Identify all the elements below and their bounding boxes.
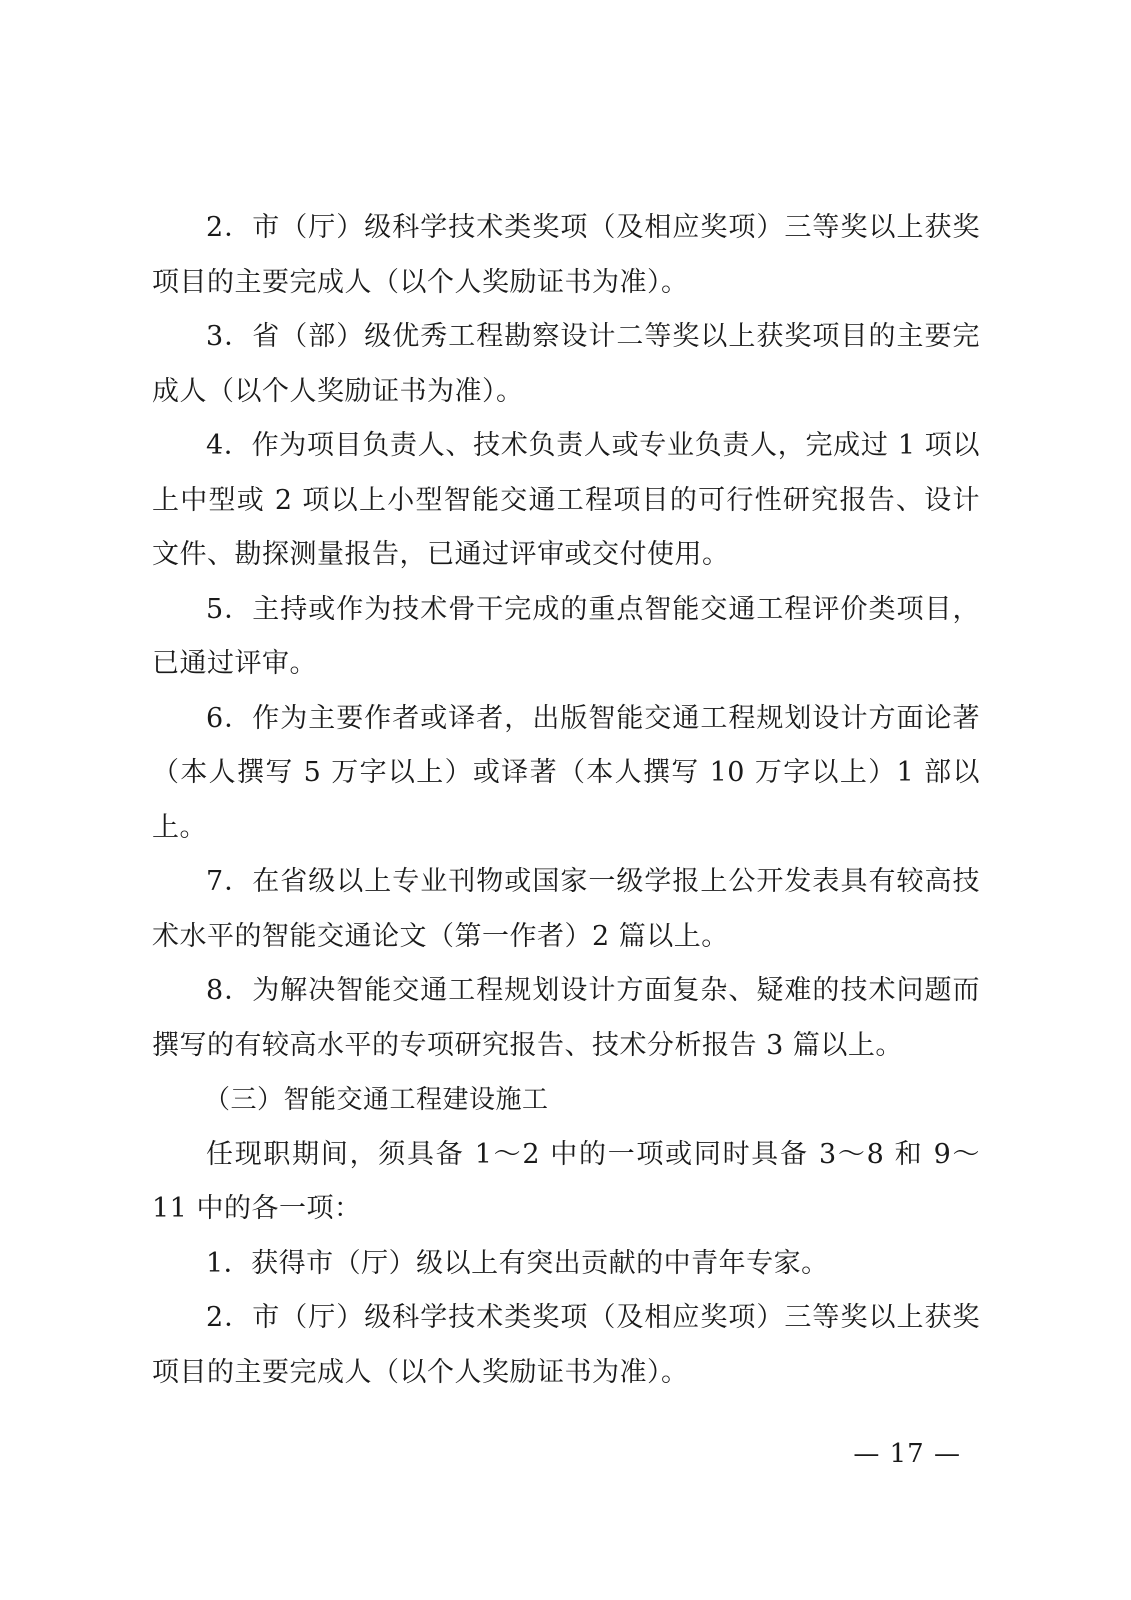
paragraph-item-7: 7．在省级以上专业刊物或国家一级学报上公开发表具有较高技术水平的智能交通论文（第一作者）2 篇以上。 (152, 866, 980, 952)
paragraph-item-4: 4．作为项目负责人、技术负责人或专业负责人，完成过 1 项以上中型或 2 项以上小型智能交通工程项目的可行性研究报告、设计文件、勘探测量报告，已通过评审或交付使用。 (152, 430, 980, 570)
page-number: — 17 — (853, 1439, 961, 1469)
section-intro: 任现职期间，须具备 1～2 中的一项或同时具备 3～8 和 9～11 中的各一项： (152, 1138, 980, 1224)
section-heading: （三）智能交通工程建设施工 (204, 1085, 549, 1115)
paragraph-item-5: 5．主持或作为技术骨干完成的重点智能交通工程评价类项目，已通过评审。 (152, 593, 980, 679)
paragraph-item-6: 6．作为主要作者或译者，出版智能交通工程规划设计方面论著（本人撰写 5 万字以上）或译著（本人撰写 10 万字以上）1 部以上。 (152, 702, 980, 843)
section-item-1: 1．获得市（厅）级以上有突出贡献的中青年专家。 (206, 1247, 829, 1279)
section-item-2: 2．市（厅）级科学技术类奖项（及相应奖项）三等奖以上获奖项目的主要完成人（以个人奖励证书为准）。 (152, 1302, 980, 1388)
paragraph-item-8: 8．为解决智能交通工程规划设计方面复杂、疑难的技术问题而撰写的有较高水平的专项研究报告、技术分析报告 3 篇以上。 (152, 975, 980, 1061)
document-body (152, 201, 980, 1400)
paragraph-item-3: 3．省（部）级优秀工程勘察设计二等奖以上获奖项目的主要完成人（以个人奖励证书为准）。 (152, 321, 980, 407)
paragraph-item-2: 2．市（厅）级科学技术类奖项（及相应奖项）三等奖以上获奖项目的主要完成人（以个人奖励证书为准）。 (152, 212, 980, 298)
